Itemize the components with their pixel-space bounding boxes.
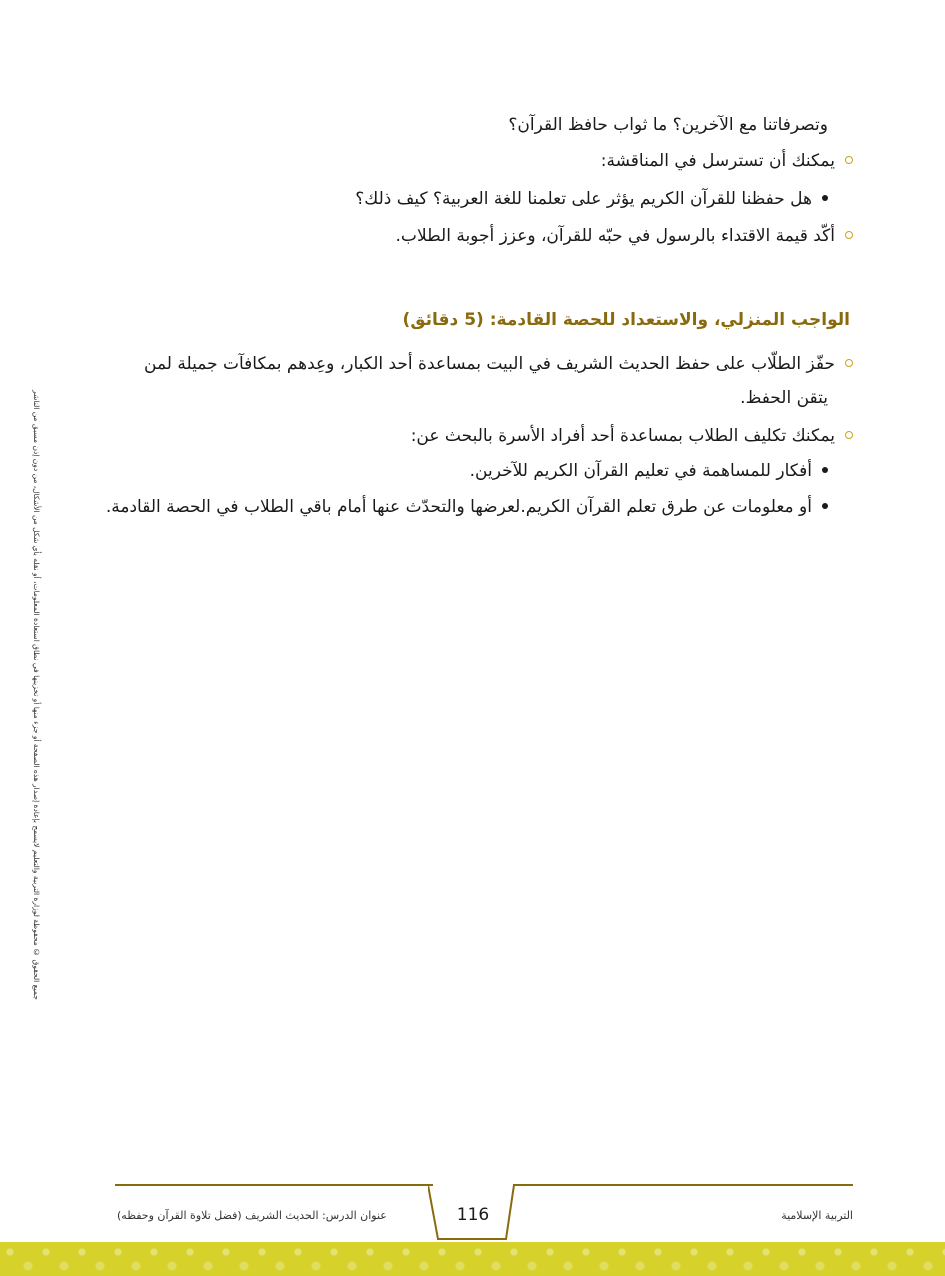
homework-line-4-text: أو معلومات عن طرق تعلم القرآن الكريم.لعرضها والتحدّث عنها أمام باقي الطلاب في الحصة القادمة. bbox=[105, 497, 812, 517]
page-number: 116 bbox=[456, 1205, 490, 1225]
homework-line-1b-text: يتقن الحفظ. bbox=[740, 388, 828, 408]
ring-bullet-icon bbox=[845, 231, 853, 239]
homework-heading: الواجب المنزلي، والاستعداد للحصة القادمة: (5 دقائق) bbox=[402, 310, 850, 330]
bullet-dot-item-2 bbox=[470, 458, 828, 484]
homework-line-1-text: حفّز الطلّاب على حفظ الحديث الشريف في البيت بمساعدة أحد الكبار، وعِدهم بمكافآت جميلة لمن bbox=[144, 354, 835, 374]
footer-rule-left bbox=[115, 1184, 433, 1186]
body-line-1-text: وتصرفاتنا مع الآخرين؟ ما ثواب حافظ القرآن؟ bbox=[508, 115, 828, 135]
homework-line-1-continued bbox=[740, 385, 828, 411]
body-line-1 bbox=[508, 112, 828, 138]
homework-line-2-text: يمكنك تكليف الطلاب بمساعدة أحد أفراد الأسرة بالبحث عن: bbox=[410, 426, 835, 446]
body-line-2-text: يمكنك أن تسترسل في المناقشة: bbox=[600, 151, 835, 171]
dot-bullet-icon bbox=[822, 195, 828, 201]
footer-lesson-title: عنوان الدرس: الحديث الشريف (فضل تلاوة القرآن وحفظه) bbox=[117, 1209, 387, 1222]
dot-bullet-icon bbox=[822, 503, 828, 509]
ring-bullet-icon bbox=[845, 156, 853, 164]
footer-rule-right bbox=[513, 1184, 853, 1186]
body-line-4-text: أكّد قيمة الاقتداء بالرسول في حبّه للقرآن، وعزز أجوبة الطلاب. bbox=[395, 226, 835, 246]
body-line-3-text: هل حفظنا للقرآن الكريم يؤثر على تعلمنا للغة العربية؟ كيف ذلك؟ bbox=[355, 189, 812, 209]
footer-subject: التربية الإسلامية bbox=[781, 1209, 853, 1222]
bullet-dot-item-1 bbox=[355, 186, 828, 212]
homework-line-3-text: أفكار للمساهمة في تعليم القرآن الكريم للآخرين. bbox=[469, 461, 812, 481]
bullet-ring-item-4 bbox=[411, 423, 853, 449]
bullet-ring-item-1 bbox=[601, 148, 853, 174]
dot-bullet-icon bbox=[822, 467, 828, 473]
copyright-side-note: جميع الحقوق © محفوظة لوزارة التربية والتعليم لايسمح بإعادة إصدار هذه الصفحة أو جزء منها أو تخزينها في نطاق استعادة المعلومات، أو نقله بأي شكل من الأشكال، من دون إذن مسبق من الناشر bbox=[32, 390, 41, 1000]
bullet-dot-item-3 bbox=[106, 494, 828, 520]
ring-bullet-icon bbox=[845, 431, 853, 439]
ring-bullet-icon bbox=[845, 359, 853, 367]
bullet-ring-item-2 bbox=[396, 223, 853, 249]
decorative-footer-band bbox=[0, 1242, 945, 1276]
bullet-ring-item-3 bbox=[144, 351, 853, 377]
